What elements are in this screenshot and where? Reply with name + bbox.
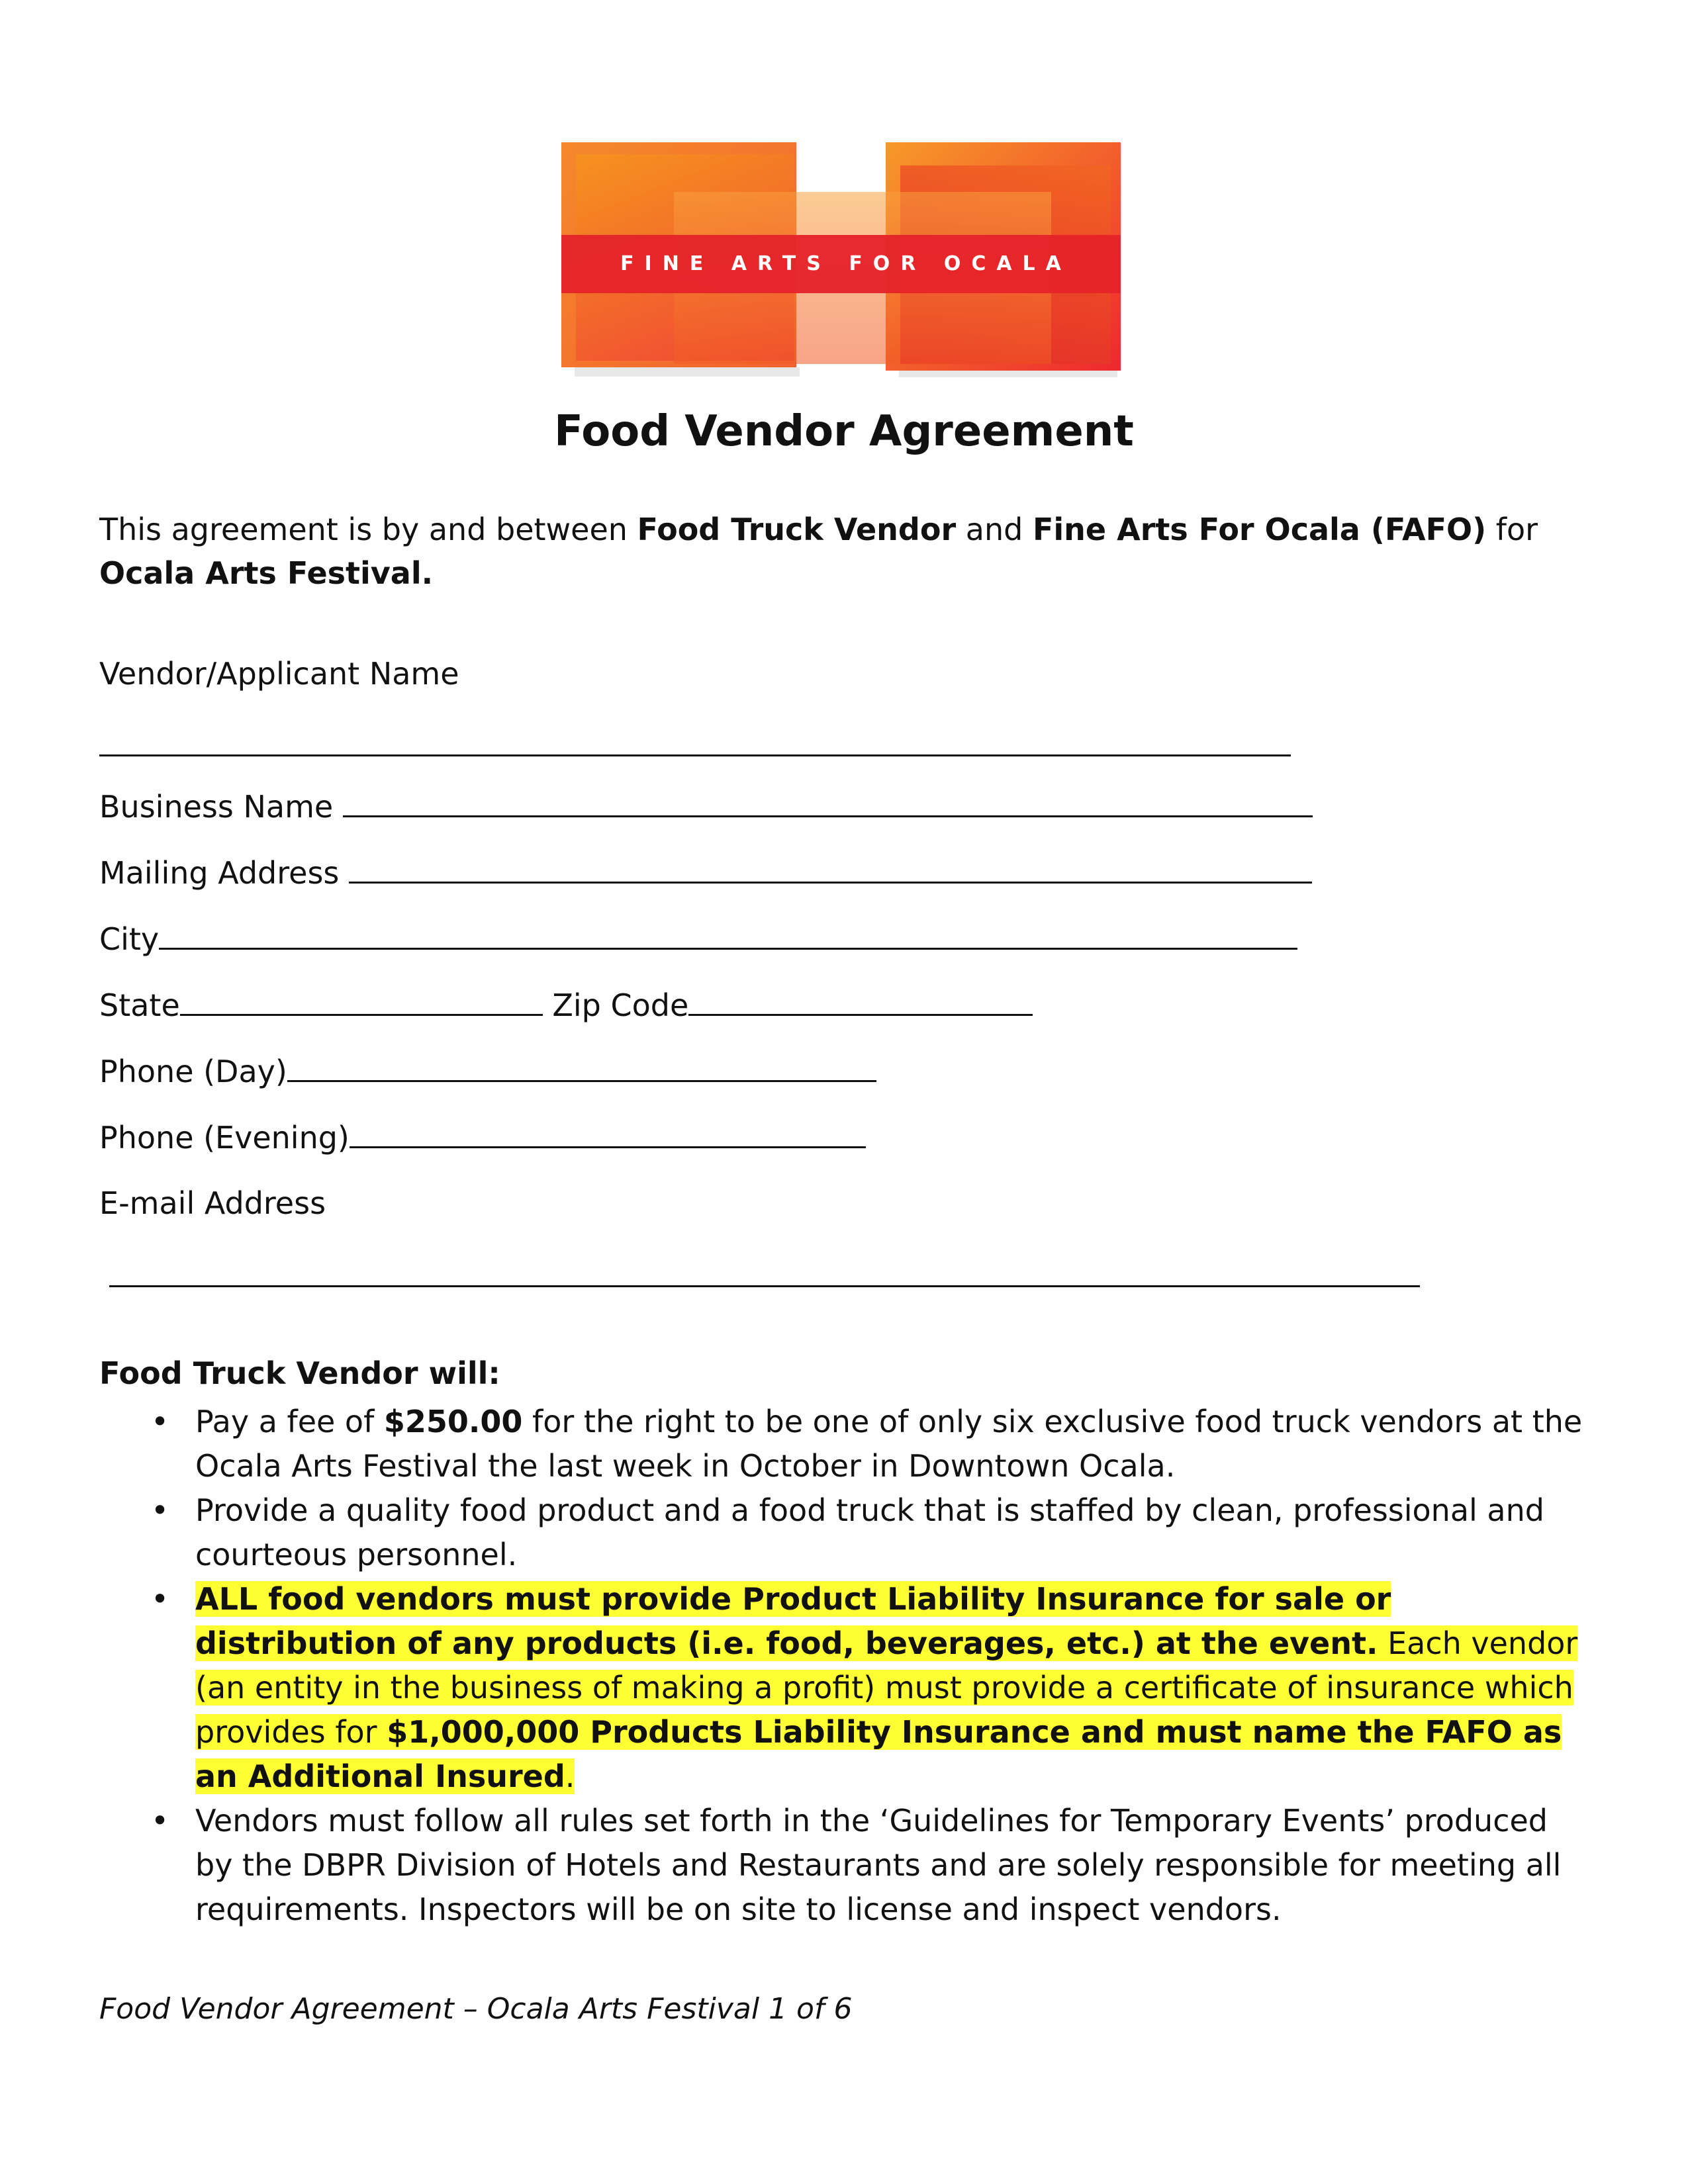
business-name-label: Business Name (99, 789, 343, 825)
bullet-icon: • (151, 1492, 169, 1528)
list-item (99, 1577, 1589, 1799)
logo-shadow (899, 371, 1117, 377)
list-item (99, 1400, 1589, 1488)
bullet-text: Provide a quality food product and a food truck that is staffed by clean, professional and courteous personnel. (195, 1492, 1544, 1572)
section-heading: Food Truck Vendor will: (99, 1355, 500, 1391)
business-name-row (99, 786, 1313, 827)
insurance-requirement: ALL food vendors must provide Product Liability Insurance for sale or distribution of any products (i.e. food, beverages, etc.) at the event. (195, 1581, 1391, 1661)
city-row (99, 919, 1297, 959)
phone-evening-field[interactable] (350, 1117, 866, 1148)
bullet-icon: • (151, 1581, 169, 1617)
insurance-amount: $1,000,000 Products Liability Insurance and must name the FAFO as an Additional Insured (195, 1714, 1562, 1794)
list-item (99, 1799, 1589, 1932)
mailing-address-label: Mailing Address (99, 855, 350, 891)
intro-line-2: Ocala Arts Festival. (99, 555, 434, 591)
phone-day-row (99, 1051, 876, 1091)
mailing-address-row (99, 852, 1312, 893)
page-title: Food Vendor Agreement (554, 407, 1134, 456)
mailing-address-field[interactable] (349, 852, 1312, 884)
intro-text: and (956, 512, 1033, 547)
bullet-icon: • (151, 1404, 169, 1439)
bullet-text: for the right to be one of only six exclusive food truck vendors at the Ocala Arts Festival the last week in October in Downtown Ocala. (195, 1404, 1583, 1484)
zip-field[interactable] (688, 985, 1033, 1016)
bullet-icon: • (151, 1803, 169, 1839)
state-field[interactable] (180, 985, 543, 1016)
intro-vendor: Food Truck Vendor (637, 512, 957, 547)
bullet-text: Each vendor (an entity in the business of making a profit) must provide a certificate of insurance which provides for (195, 1625, 1578, 1750)
vendor-obligations-list (99, 1400, 1589, 1932)
vendor-name-field[interactable] (99, 754, 1291, 756)
state-zip-row (99, 985, 1033, 1025)
business-name-field[interactable] (343, 786, 1313, 817)
city-label: City (99, 921, 160, 957)
intro-text: for (1486, 512, 1538, 547)
bullet-text: . (565, 1758, 575, 1794)
intro-fafo: Fine Arts For Ocala (FAFO) (1032, 512, 1487, 547)
phone-evening-label: Phone (Evening) (99, 1120, 350, 1156)
fee-amount: $250.00 (383, 1404, 523, 1439)
email-label: E-mail Address (99, 1185, 326, 1221)
phone-evening-row (99, 1117, 866, 1158)
vendor-name-label: Vendor/Applicant Name (99, 656, 459, 692)
bullet-text: Vendors must follow all rules set forth in the ‘Guidelines for Temporary Events’ produced by the DBPR Division of Hotels and Restaurants and are solely responsible for meeting all requirements. Inspectors will be on site to license and inspect vendors. (195, 1803, 1562, 1927)
fafo-logo (561, 142, 1121, 377)
phone-day-field[interactable] (287, 1051, 876, 1082)
zip-label: Zip Code (542, 987, 689, 1023)
page-footer: Food Vendor Agreement – Ocala Arts Festival 1 of 6 (99, 1992, 853, 2026)
email-field[interactable] (109, 1285, 1420, 1287)
logo-text: FINE ARTS FOR OCALA (620, 252, 1072, 275)
logo-shadow (575, 367, 800, 377)
list-item (99, 1488, 1589, 1577)
city-field[interactable] (159, 919, 1297, 950)
intro-line-1 (99, 510, 1538, 549)
state-label: State (99, 987, 180, 1023)
bullet-text: Pay a fee of (195, 1404, 384, 1439)
intro-text: This agreement is by and between (99, 512, 637, 547)
phone-day-label: Phone (Day) (99, 1054, 287, 1089)
